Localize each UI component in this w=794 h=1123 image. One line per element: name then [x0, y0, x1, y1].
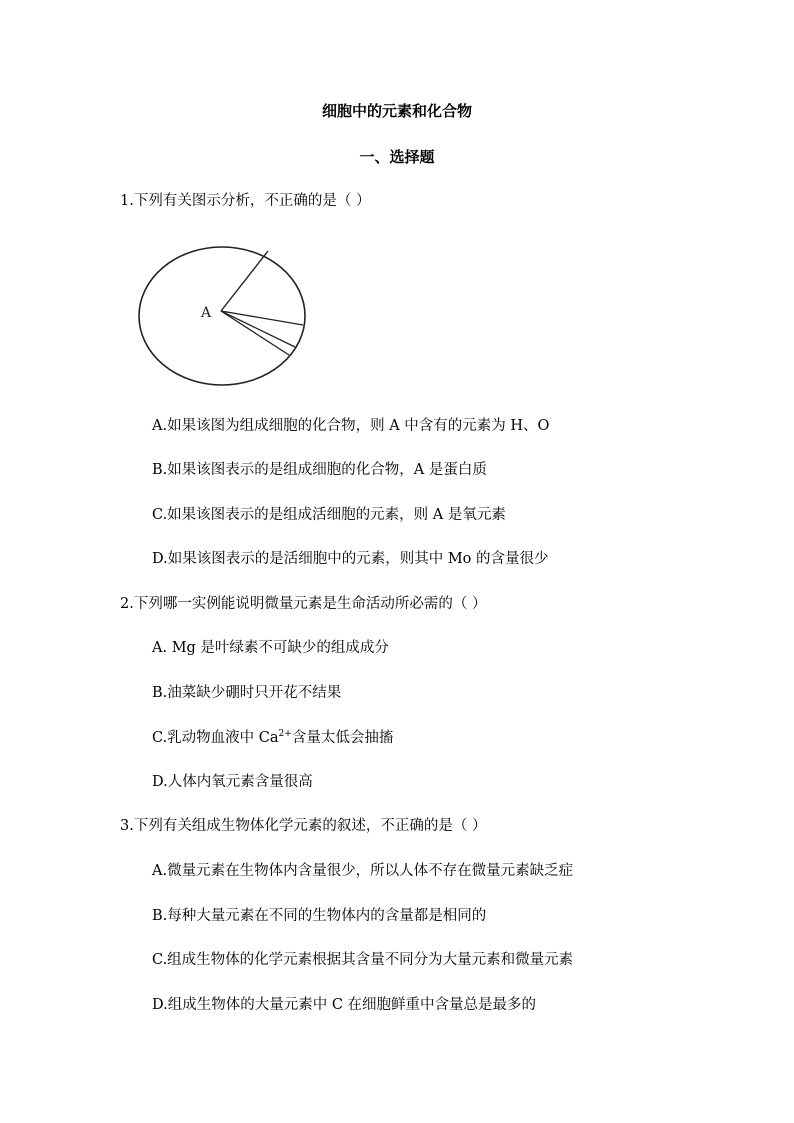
question-1-option-c: C.如果该图表示的是组成活细胞的元素，则 A 是氧元素	[152, 507, 506, 523]
question-2-option-a: A. Mg 是叶绿素不可缺少的组成成分	[152, 640, 389, 656]
pie-diagram	[135, 243, 310, 391]
question-3-option-a: A.微量元素在生物体内含量很少，所以人体不存在微量元素缺乏症	[152, 863, 574, 879]
question-2-option-d: D.人体内氧元素含量很高	[152, 774, 313, 790]
question-1-option-b: B.如果该图表示的是组成细胞的化合物，A 是蛋白质	[152, 462, 487, 478]
question-3-option-d: D.组成生物体的大量元素中 C 在细胞鲜重中含量总是最多的	[152, 997, 537, 1013]
question-1-option-d: D.如果该图表示的是活细胞中的元素，则其中 Mo 的含量很少	[152, 551, 549, 567]
question-3-option-c: C.组成生物体的化学元素根据其含量不同分为大量元素和微量元素	[152, 952, 574, 968]
question-3-option-b: B.每种大量元素在不同的生物体内的含量都是相同的	[152, 908, 487, 924]
diagram-sector-line-3	[221, 311, 295, 347]
question-2-option-c	[152, 728, 393, 748]
question-3-stem: 3.下列有关组成生物体化学元素的叙述，不正确的是（ ）	[120, 818, 487, 834]
diagram-circle	[139, 247, 305, 385]
diagram-label-a: A	[201, 305, 212, 321]
ion-charge-superscript: 2+	[278, 729, 292, 740]
option-text-end: 含量太低会抽搐	[291, 730, 394, 746]
diagram-sector-line-4	[221, 311, 289, 355]
option-text-start: C.乳动物血液中 Ca	[152, 730, 279, 746]
document-title: 细胞中的元素和化合物	[321, 102, 472, 120]
diagram-sector-line-1	[221, 251, 268, 311]
diagram-sector-line-2	[221, 311, 303, 325]
question-1-stem: 1.下列有关图示分析，不正确的是（ ）	[120, 193, 371, 209]
question-2-stem: 2.下列哪一实例能说明微量元素是生命活动所必需的（ ）	[120, 596, 487, 612]
section-heading: 一、选择题	[359, 148, 435, 166]
question-1-option-a: A.如果该图为组成细胞的化合物，则 A 中含有的元素为 H、O	[152, 418, 550, 434]
question-2-option-b: B.油菜缺少硼时只开花不结果	[152, 685, 342, 701]
